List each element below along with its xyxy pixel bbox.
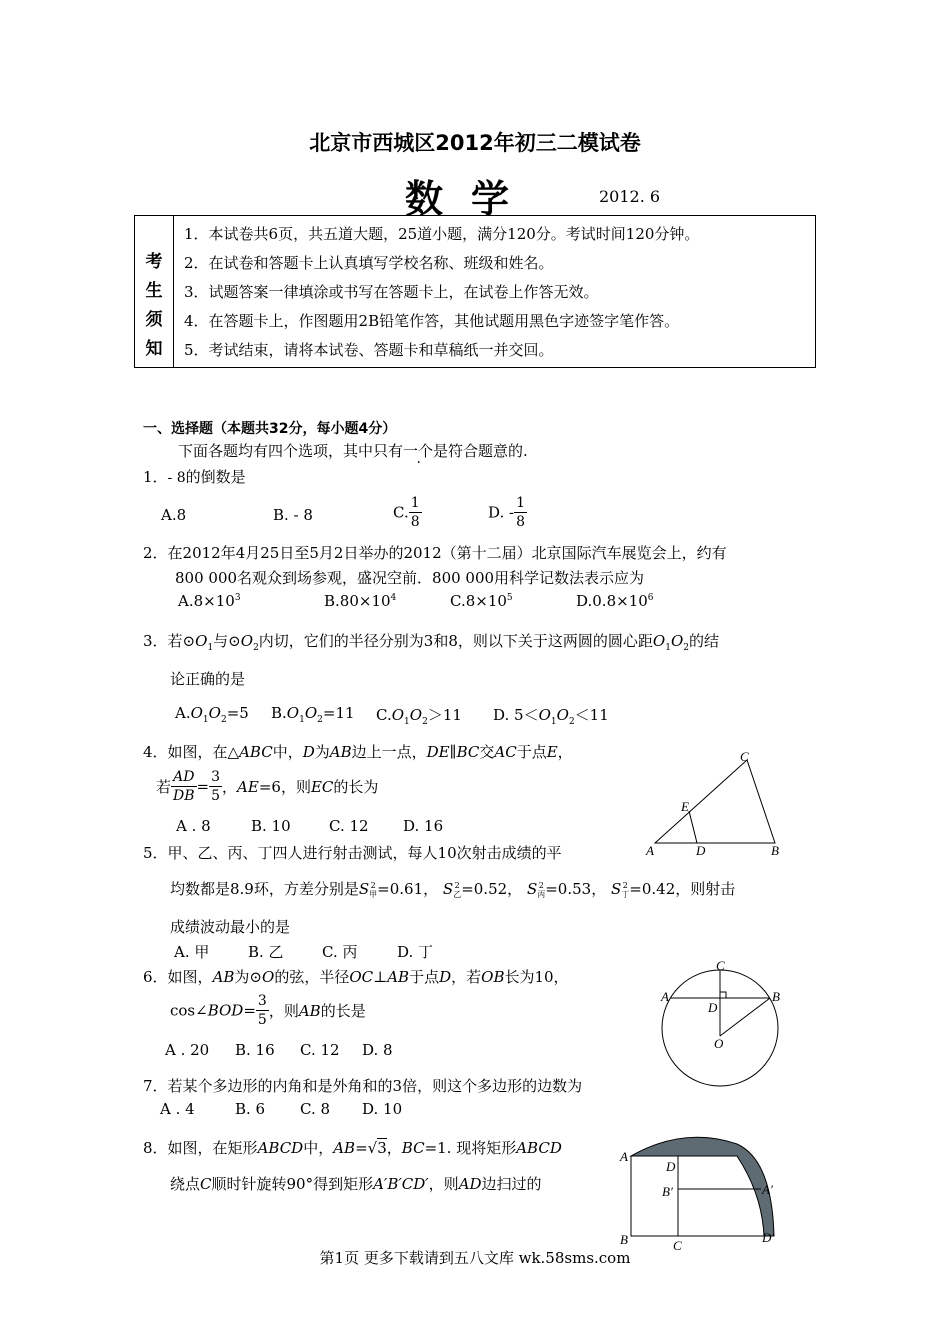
segment-de xyxy=(689,811,697,843)
q1-option-b: B. - 8 xyxy=(273,506,313,524)
q4-option-c: C. 12 xyxy=(329,817,369,835)
label-b: B xyxy=(620,1232,628,1247)
q1-option-c: C. $\frac{1}{8}$ xyxy=(393,495,420,530)
q8-rectangle-figure xyxy=(614,1134,789,1254)
label-b: B xyxy=(771,843,779,858)
q4-option-b: B. 10 xyxy=(251,817,291,835)
question-2-stem: 2．在2012年4月25日至5月2日举办的2012（第十二届）北京国际汽车展览会上，约有 xyxy=(143,544,727,562)
question-8-stem-line2: 绕点C顺时针旋转90°得到矩形A′B′CD′，则AD边扫过的 xyxy=(170,1175,542,1193)
q5-option-d: D. 丁 xyxy=(397,943,434,961)
question-3-stem: 3．若$⊙O_1$与$⊙O_2$内切，它们的半径分别为3和8，则以下关于这两圆的圆心距$O_1O_2$的结 xyxy=(143,632,719,653)
q6-option-c: C. 12 xyxy=(300,1041,340,1059)
label-a: A xyxy=(620,1149,628,1164)
section-heading: 一、选择题（本题共32分，每小题4分） xyxy=(143,421,397,437)
right-angle-mark xyxy=(720,992,726,998)
question-5-stem-line3: 成绩波动最小的是 xyxy=(170,918,291,936)
q1-option-a: A.8 xyxy=(161,506,187,524)
label-bp: B′ xyxy=(662,1184,673,1199)
label-dp: D′ xyxy=(762,1230,775,1245)
page-footer: 第1页 更多下载请到五八文库 wk.58sms.com xyxy=(319,1249,631,1267)
question-3-stem-line2: 论正确的是 xyxy=(170,670,246,688)
label-o: O xyxy=(714,1036,724,1051)
q4-triangle-figure xyxy=(640,748,800,860)
swept-region xyxy=(631,1137,774,1236)
label-a: A xyxy=(661,989,669,1004)
q6-circle-figure xyxy=(650,958,790,1098)
label-c: C xyxy=(740,749,749,764)
label-b: B xyxy=(772,989,780,1004)
notice-line: 4．在答题卡上，作图题用2B铅笔作答，其他试题用黑色字迹签字笔作答。 xyxy=(184,312,680,330)
q7-option-c: C. 8 xyxy=(300,1100,331,1118)
label-c: C xyxy=(673,1238,682,1253)
question-5-stem-line2: 均数都是8.9环，方差分别是S 2 甲 =0.61， S 2 乙 =0.52， S 2 丙 =0.53， S 2 丁 =0.42，则射击 xyxy=(170,880,736,899)
notice-label-char: 生 xyxy=(145,281,163,301)
label-d: D xyxy=(696,843,706,858)
notice-label-char: 考 xyxy=(145,252,163,272)
notice-body xyxy=(174,216,816,368)
q7-option-b: B. 6 xyxy=(235,1100,266,1118)
exam-title: 北京市西城区2012年初三二模试卷 xyxy=(309,131,641,155)
notice-table xyxy=(134,215,816,368)
label-a: A xyxy=(646,843,654,858)
q3-option-d: D. $5<O_1O_2<11$ xyxy=(493,706,609,727)
notice-label xyxy=(135,216,174,368)
question-4-stem: 4．如图，在△ABC中，D为AB边上一点，DE∥BC交AC于点E， xyxy=(143,743,573,761)
q6-option-a: A . 20 xyxy=(165,1041,210,1059)
q3-option-a: $A.O_1O_2=5$ xyxy=(175,704,249,725)
label-d: D xyxy=(708,1000,718,1015)
q7-option-a: A . 4 xyxy=(160,1100,195,1118)
question-4-stem-line2: 若 $\frac{AD}{DB}$ = $\frac{3}{5}$ ，AE=6，则EC的长为 xyxy=(156,769,379,804)
q4-option-d: D. 16 xyxy=(403,817,444,835)
q6-option-d: D. 8 xyxy=(362,1041,393,1059)
question-6-stem-line2: cos∠BOD= $\frac{3}{5}$ ，则AB的长是 xyxy=(170,993,366,1028)
triangle-abc xyxy=(655,760,775,843)
section-intro: 下面各题均有四个选项，其中只有一个是符合题意的. xyxy=(178,442,528,460)
notice-line: 1．本试卷共6页，共五道大题，25道小题，满分120分。考试时间120分钟。 xyxy=(184,225,700,243)
label-ap: A′ xyxy=(762,1182,773,1197)
emphasis-text: 一个 xyxy=(403,442,434,460)
exam-date: 2012. 6 xyxy=(599,187,661,206)
q5-option-b: B. 乙 xyxy=(248,943,284,961)
q2-option-d: $D.0.8\times 10^6$ xyxy=(576,592,654,610)
q2-option-b: $B.80\times 10^4$ xyxy=(324,592,397,610)
notice-label-char: 知 xyxy=(145,339,163,359)
q6-option-b: B. 16 xyxy=(235,1041,275,1059)
question-1-stem: 1．- 8的倒数是 xyxy=(143,468,246,486)
notice-line: 2．在试卷和答题卡上认真填写学校名称、班级和姓名。 xyxy=(184,254,554,272)
q1-option-d: D. - $\frac{1}{8}$ xyxy=(488,495,526,530)
notice-label-char: 须 xyxy=(145,310,163,330)
label-d: D xyxy=(666,1159,676,1174)
subject-title: 数学 xyxy=(405,177,538,221)
q3-option-c: $C.O_1O_2>11$ xyxy=(376,706,462,727)
question-2-stem-line2: 800 000名观众到场参观，盛况空前．800 000用科学记数法表示应为 xyxy=(175,569,645,587)
q7-option-d: D. 10 xyxy=(362,1100,403,1118)
q5-option-a: A. 甲 xyxy=(174,943,210,961)
segment-ob xyxy=(720,998,770,1036)
q5-option-c: C. 丙 xyxy=(322,943,358,961)
question-5-stem: 5．甲、乙、丙、丁四人进行射击测试，每人10次射击成绩的平 xyxy=(143,844,562,862)
q3-option-b: $B.O_1O_2=11$ xyxy=(271,704,355,725)
notice-line: 5．考试结束，请将本试卷、答题卡和草稿纸一并交回。 xyxy=(184,341,554,359)
notice-line: 3．试题答案一律填涂或书写在答题卡上，在试卷上作答无效。 xyxy=(184,283,599,301)
q2-option-a: $A.8\times 10^3$ xyxy=(178,592,241,610)
q2-option-c: $C.8\times 10^5$ xyxy=(450,592,513,610)
question-6-stem: 6．如图，AB为⊙O的弦，半径OC⊥AB于点D，若OB长为10， xyxy=(143,968,569,986)
q4-option-a: A . 8 xyxy=(176,817,211,835)
question-8-stem: 8．如图，在矩形ABCD中，AB=√3，BC=1. 现将矩形ABCD xyxy=(143,1139,562,1157)
label-e: E xyxy=(681,799,689,814)
label-c: C xyxy=(716,958,725,973)
question-7-stem: 7．若某个多边形的内角和是外角和的3倍，则这个多边形的边数为 xyxy=(143,1077,583,1095)
